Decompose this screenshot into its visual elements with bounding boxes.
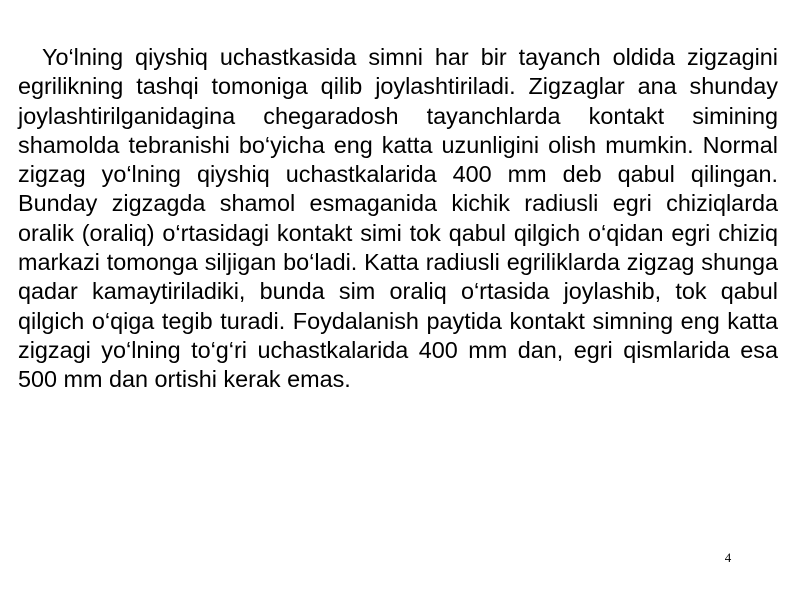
page-number: 4 [724,550,732,565]
body-paragraph: Yo‘lning qiyshiq uchastkasida simni har bir tayanch oldida zigzagini egrilikning tashqi tomoniga qilib joylashtiriladi. Zigzaglar ana shunday joylashtirilganidagina chegaradosh tayanchlarda kontakt simining shamolda tebranishi bo‘yicha eng katta uzunligini olish mumkin. Normal zigzag yo‘lning qiyshiq uchastkalarida 400 mm deb qabul qilingan. Bunday zigzagda shamol esmaganida kichik radiusli egri chiziqlarda oralik (oraliq) o‘rtasidagi kontakt simi tok qabul qilgich o‘qidan egri chiziq markazi tomonga siljigan bo‘ladi. Katta radiusli egriliklarda zigzag shunga qadar kamaytiriladiki, bunda sim oraliq o‘rtasida joylashib, tok qabul qilgich o‘qiga tegib turadi. Foydalanish paytida kontakt simning eng katta zigzagi yo‘lning to‘g‘ri uchastkalarida 400 mm dan, egri qismlarida esa 500 mm dan ortishi kerak emas. [18,44,778,393]
